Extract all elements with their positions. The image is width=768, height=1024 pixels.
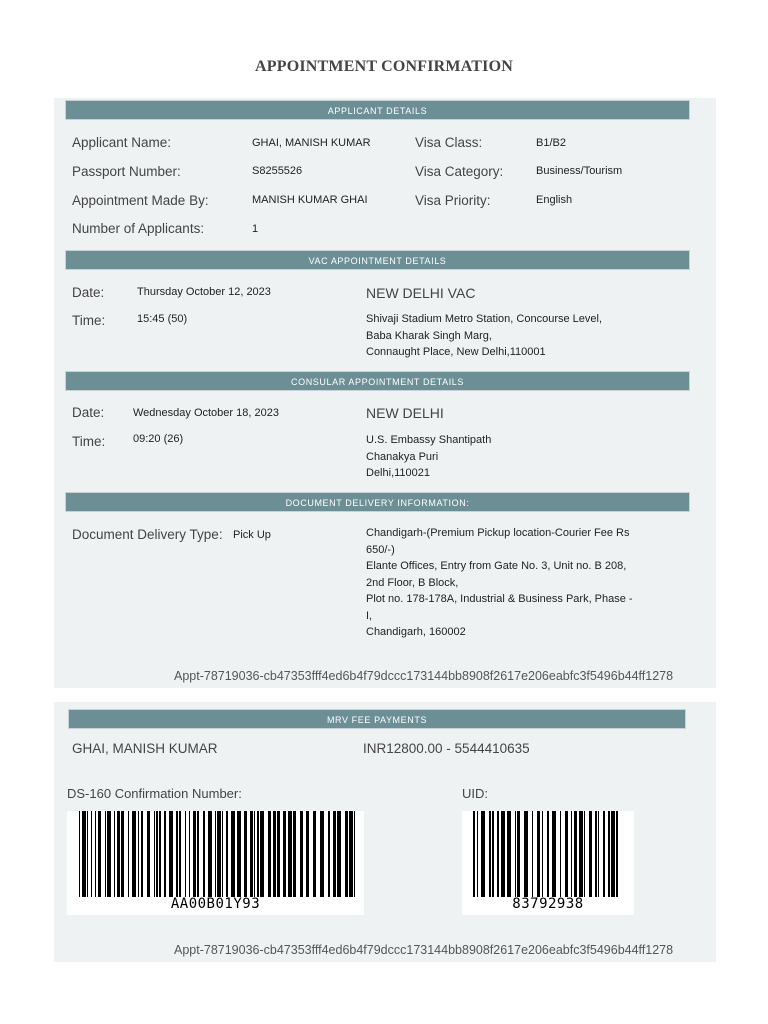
appointment-id: Appt-78719036-cb47353fff4ed6b4f79dccc173144bb8908f2617e206eabfc3f5496b44ff1278 — [174, 669, 674, 683]
barcode-bar — [217, 811, 221, 897]
vac-date-value: Thursday October 12, 2023 — [137, 286, 271, 298]
barcode-bar — [515, 811, 516, 897]
barcode-bar — [277, 811, 280, 897]
barcode-bar — [159, 811, 161, 897]
barcode-bar — [306, 811, 309, 897]
consular-address-line: U.S. Embassy Shantipath — [366, 434, 492, 446]
delivery-address-line: Elante Offices, Entry from Gate No. 3, Unit no. B 208, — [366, 560, 627, 572]
delivery-address-line: Chandigarh, 160002 — [366, 626, 466, 638]
barcode-bar — [226, 811, 228, 897]
barcode-bar — [189, 811, 190, 897]
consular-address-line: Delhi,110021 — [366, 467, 431, 479]
mrv-applicant-name: GHAI, MANISH KUMAR — [72, 741, 218, 756]
barcode-bar — [616, 811, 618, 897]
vac-appointment-header: VAC APPOINTMENT DETAILS — [65, 250, 690, 270]
barcode-bar — [288, 811, 292, 897]
barcode-bar — [79, 811, 80, 897]
barcode-bar — [156, 811, 158, 897]
barcode-bar — [260, 811, 264, 897]
barcode-bar — [349, 811, 353, 897]
visa-priority-label: Visa Priority: — [415, 193, 491, 208]
barcode-bar — [313, 811, 316, 897]
barcode-bar — [128, 811, 129, 897]
consular-date-value: Wednesday October 18, 2023 — [133, 407, 279, 419]
delivery-type-value: Pick Up — [233, 529, 271, 541]
visa-category-value: Business/Tourism — [536, 165, 623, 177]
number-of-applicants-label: Number of Applicants: — [72, 221, 205, 236]
barcode-bar — [82, 811, 86, 897]
uid-barcode-text: 83792938 — [512, 896, 584, 912]
barcode-bar — [603, 811, 605, 897]
vac-time-label: Time: — [72, 313, 106, 328]
number-of-applicants-value: 1 — [252, 223, 259, 235]
delivery-address-line: 650/-) — [366, 543, 395, 556]
barcode-bar — [589, 811, 592, 897]
consular-time-label: Time: — [72, 434, 106, 449]
delivery-address-line: Chandigarh-(Premium Pickup location-Courier Fee Rs — [366, 527, 630, 539]
visa-category-label: Visa Category: — [415, 164, 504, 179]
applicant-name-value: GHAI, MANISH KUMAR — [252, 137, 371, 149]
uid-barcode-bars — [462, 811, 634, 897]
appointment-id-footer: Appt-78719036-cb47353fff4ed6b4f79dccc173144bb8908f2617e206eabfc3f5496b44ff1278 — [174, 943, 674, 957]
delivery-address-line: Plot no. 178-178A, Industrial & Business Park, Phase - — [366, 593, 633, 605]
applicant-details-header: APPLICANT DETAILS — [65, 100, 690, 120]
page-title: APPOINTMENT CONFIRMATION — [255, 58, 513, 75]
barcode-bar — [507, 811, 511, 897]
applicant-name-label: Applicant Name: — [72, 135, 172, 150]
barcode-bar — [524, 811, 528, 897]
vac-address-line: Shivaji Stadium Metro Station, Concourse Level, — [366, 313, 603, 325]
ds160-barcode-text: AA00B01Y93 — [170, 896, 261, 912]
barcode-bar — [517, 811, 520, 897]
consular-address — [366, 432, 491, 482]
barcode-bar — [608, 811, 610, 897]
barcode-bar — [473, 811, 475, 897]
barcode-bar — [560, 811, 561, 897]
consular-location: NEW DELHI — [366, 405, 444, 421]
barcode-bar — [492, 811, 494, 897]
barcode-bar — [231, 811, 235, 897]
barcode-bar — [537, 811, 540, 897]
barcode-bar — [300, 811, 303, 897]
consular-time-value: 09:20 (26) — [133, 433, 184, 445]
barcode-bar — [571, 811, 572, 897]
barcode-bar — [244, 811, 247, 897]
appointment-made-by-value: MANISH KUMAR GHAI — [252, 194, 368, 206]
barcode-bar — [611, 811, 615, 897]
vac-time-value: 15:45 (50) — [137, 313, 188, 325]
barcode-bar — [293, 811, 296, 897]
barcode-bar — [107, 811, 111, 897]
barcode-bar — [565, 811, 568, 897]
barcode-bar — [222, 811, 223, 897]
vac-location: NEW DELHI VAC — [366, 285, 476, 301]
barcode-bar — [95, 811, 96, 897]
consular-appointment-header: CONSULAR APPOINTMENT DETAILS — [65, 371, 690, 391]
document-delivery-header: DOCUMENT DELIVERY INFORMATION: — [65, 492, 690, 512]
barcode-bar — [132, 811, 136, 897]
visa-class-value: B1/B2 — [536, 137, 566, 149]
delivery-address-line: 2nd Floor, B Block, — [366, 576, 459, 589]
barcode-bar — [147, 811, 150, 897]
barcode-bar — [154, 811, 155, 897]
delivery-address — [366, 525, 633, 641]
barcode-bar — [176, 811, 178, 897]
barcode-bar — [250, 811, 253, 897]
barcode-bar — [117, 811, 120, 897]
delivery-type-label: Document Delivery Type: — [72, 527, 223, 542]
barcode-bar — [268, 811, 271, 897]
barcode-bar — [333, 811, 336, 897]
barcode-bar — [552, 811, 556, 897]
visa-priority-value: English — [536, 194, 573, 206]
passport-number-value: S8255526 — [252, 165, 303, 177]
barcode-bar — [237, 811, 241, 897]
barcode-bar — [254, 811, 255, 897]
consular-address-line: Chanakya Puri — [366, 450, 439, 463]
barcode-bar — [208, 811, 212, 897]
barcode-bar — [98, 811, 101, 897]
barcode-bar — [481, 811, 485, 897]
barcode-bar — [164, 811, 166, 897]
barcode-bar — [345, 811, 348, 897]
barcode-bar — [169, 811, 173, 897]
uid-barcode — [462, 811, 634, 915]
barcode-bar — [185, 811, 186, 897]
barcode-bar — [141, 811, 143, 897]
barcode-bar — [547, 811, 549, 897]
barcode-bar — [328, 811, 330, 897]
barcode-bar — [477, 811, 478, 897]
vac-address — [366, 311, 602, 361]
vac-address-line: Connaught Place, New Delhi,110001 — [366, 346, 546, 358]
barcode-bar — [542, 811, 543, 897]
barcode-bar — [105, 811, 106, 897]
vac-date-label: Date: — [72, 285, 105, 300]
barcode-bar — [257, 811, 259, 897]
barcode-bar — [497, 811, 499, 897]
mrv-fee-header: MRV FEE PAYMENTS — [68, 709, 686, 729]
barcode-bar — [197, 811, 199, 897]
barcode-bar — [91, 811, 92, 897]
barcode-bar — [179, 811, 181, 897]
barcode-bar — [501, 811, 505, 897]
barcode-bar — [320, 811, 324, 897]
barcode-bar — [203, 811, 205, 897]
barcode-bar — [532, 811, 533, 897]
barcode-bar — [354, 811, 355, 897]
vac-address-line: Baba Kharak Singh Marg, — [366, 329, 492, 342]
barcode-bar — [193, 811, 196, 897]
uid-label: UID: — [462, 786, 488, 801]
barcode-bar — [489, 811, 491, 897]
delivery-address-line: I, — [366, 609, 373, 622]
barcode-bar — [574, 811, 577, 897]
barcode-bar — [283, 811, 286, 897]
visa-class-label: Visa Class: — [415, 135, 483, 150]
barcode-bar — [598, 811, 599, 897]
barcode-bar — [87, 811, 88, 897]
barcode-bar — [138, 811, 139, 897]
barcode-bar — [114, 811, 115, 897]
barcode-bar — [579, 811, 583, 897]
consular-date-label: Date: — [72, 405, 105, 420]
passport-number-label: Passport Number: — [72, 164, 181, 179]
barcode-bar — [584, 811, 585, 897]
barcode-bar — [337, 811, 341, 897]
appointment-made-by-label: Appointment Made By: — [72, 193, 209, 208]
mrv-payment: INR12800.00 - 5544410635 — [363, 741, 530, 756]
ds160-barcode — [67, 811, 364, 915]
barcode-bar — [215, 811, 216, 897]
barcode-bar — [121, 811, 124, 897]
barcode-bar — [595, 811, 597, 897]
ds160-barcode-bars — [67, 811, 364, 897]
ds160-label: DS-160 Confirmation Number: — [67, 786, 242, 801]
barcode-bar — [273, 811, 276, 897]
